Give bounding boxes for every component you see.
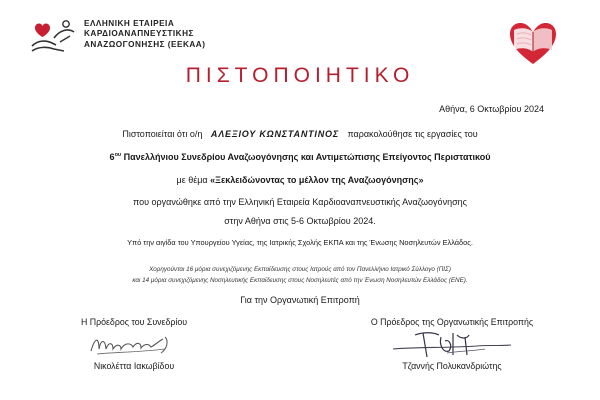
org-name-line-3: ΑΝΑΖΩΟΓΟΝΗΣΗΣ (ΕΕΚΑΑ)	[84, 39, 206, 49]
congress-theme: «Ξεκλειδώνοντας το μέλλον της Αναζωογόνησης»	[210, 175, 424, 185]
committee-heading: Για την Οργανωτική Επιτροπή	[240, 295, 360, 305]
recipient-name: ΑΛΕΞΙΟΥ ΚΩΝΣΤΑΝΤΙΝΟΣ	[210, 129, 339, 139]
certifies-suffix: παρακολούθησε τις εργασίες του	[347, 129, 478, 139]
issue-date: Αθήνα, 6 Οκτωβρίου 2024	[439, 104, 544, 114]
theme-line	[0, 175, 600, 185]
left-signatory-name: Νικολέττα Ιακωβίδου	[93, 361, 175, 371]
credits-line-2: και 14 μόρια συνεχιζόμενης Νοσηλευτικής Εκπαίδευσης στους Νοσηλευτές από την Ένωση Νοσηλευτών Ελλάδος (ΕΝΕ).	[132, 277, 468, 284]
left-signatory-title: Η Πρόεδρος του Συνεδρίου	[80, 317, 188, 327]
place-dates-line: στην Αθήνα στις 5-6 Οκτωβρίου 2024.	[224, 216, 376, 226]
org-name-line-1: ΕΛΛΗΝΙΚΗ ΕΤΑΙΡΕΙΑ	[84, 19, 175, 28]
right-signatory-name: Τζαννής Πολυκανδριώτης	[402, 361, 502, 371]
signature-block-left	[9, 317, 259, 371]
congress-ordinal-sup: ου	[114, 152, 122, 158]
organization-name	[84, 19, 205, 50]
signature-left-icon	[79, 327, 189, 361]
heart-hands-logo-icon	[30, 16, 78, 56]
org-name-line-2: ΚΑΡΔΙΟΑΝΑΠΝΕΥΣΤΙΚΗΣ	[84, 29, 194, 39]
congress-line	[0, 152, 600, 162]
credits-line-1: Χορηγούνται 16 μόρια συνεχιζόμενης Εκπαίδευσης στους Ιατρούς από τον Πανελλήνιο Ιατρικό Σύλλογο (ΠΙΣ)	[149, 266, 451, 273]
congress-ordinal: 6	[109, 152, 115, 162]
auspices-line: Υπό την αιγίδα του Υπουργείου Υγείας, της Ιατρικής Σχολής ΕΚΠΑ και της Ένωσης Νοσηλευτών Ελλάδος.	[127, 238, 473, 247]
right-signatory-title: Ο Πρόεδρος της Οργανωτικής Επιτροπής	[370, 317, 534, 327]
certifies-line	[0, 129, 600, 139]
organized-by-line: που οργανώθηκε από την Ελληνική Εταιρεία Καρδιοαναπνευστικής Αναζωογόνησης	[133, 197, 467, 207]
heart-book-logo-icon	[504, 16, 562, 68]
certificate-title: ΠΙΣΤΟΠΟΙΗΤΙΚΟ	[185, 64, 415, 87]
signature-block-right	[327, 317, 577, 371]
congress-name: Πανελλήνιου Συνεδρίου Αναζωογόνησης και Αντιμετώπισης Επείγοντος Περιστατικού	[123, 152, 491, 162]
certifies-prefix: Πιστοποιείται ότι ο/η	[122, 129, 203, 139]
signature-right-icon	[387, 327, 517, 361]
theme-prefix: με θέμα	[176, 175, 208, 185]
